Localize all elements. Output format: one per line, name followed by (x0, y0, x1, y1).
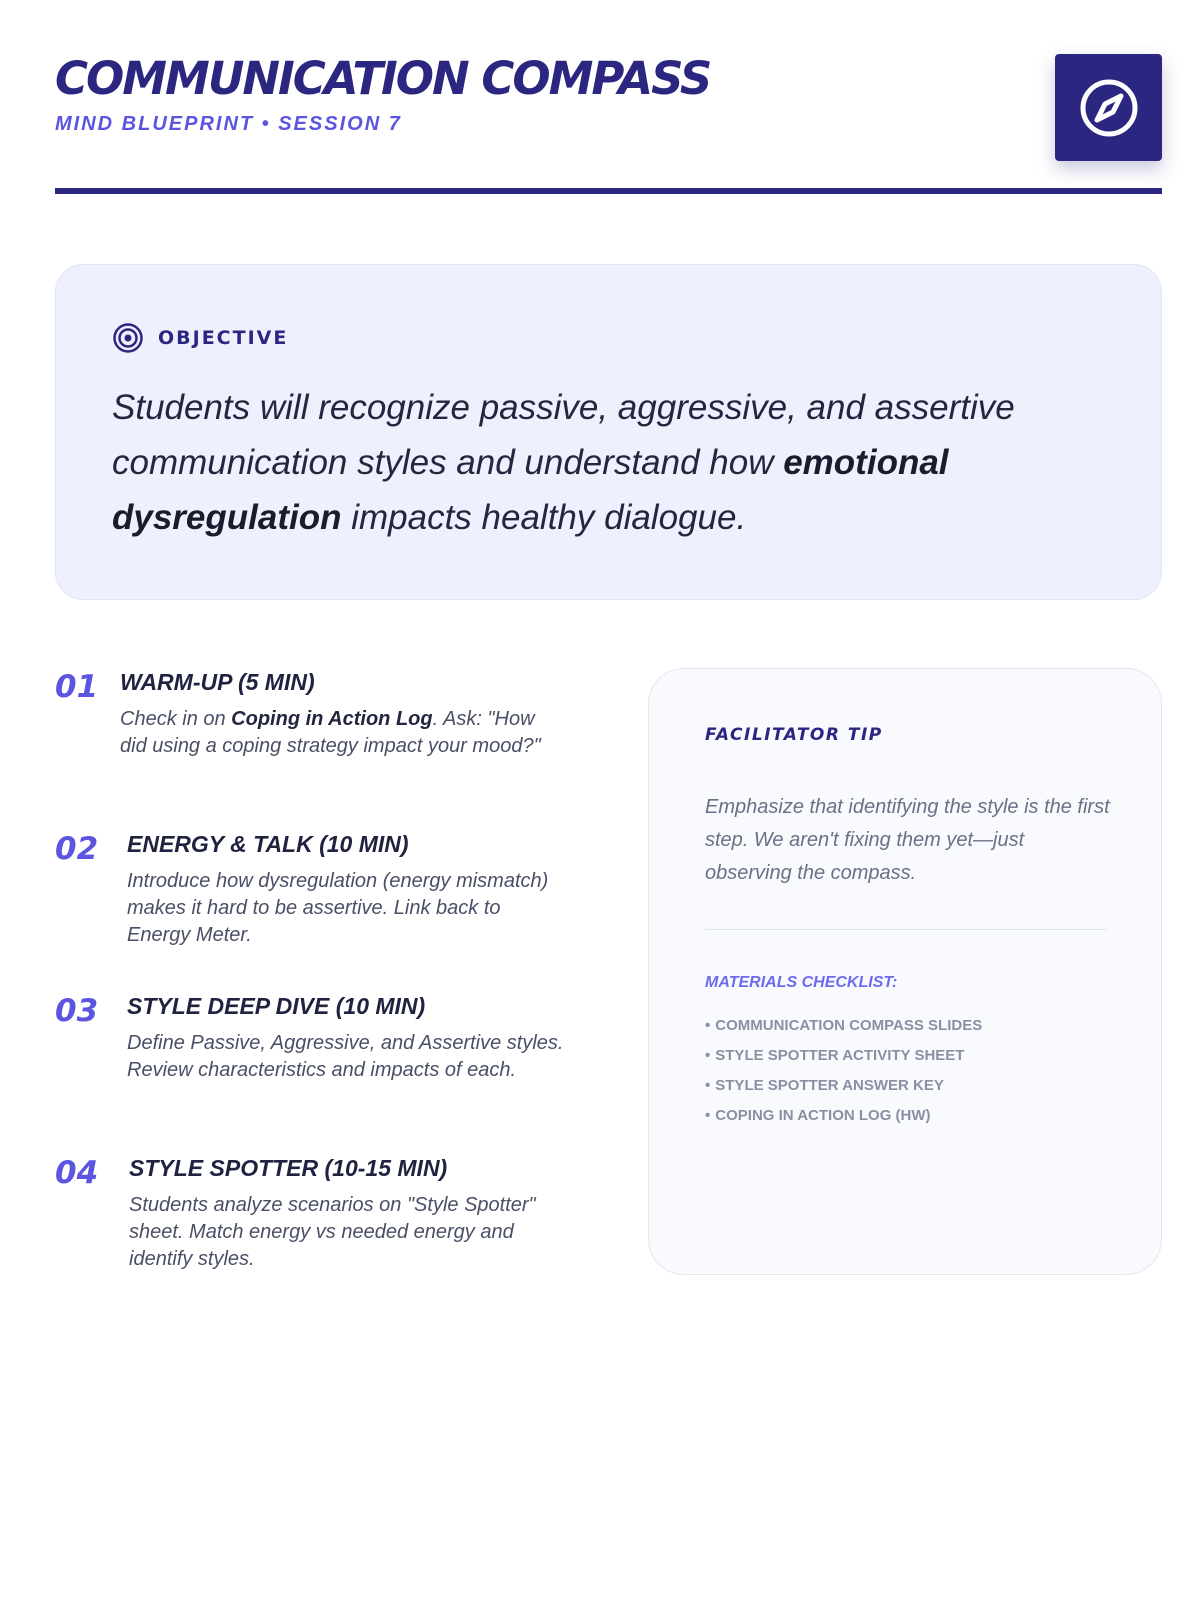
step-description: Define Passive, Aggressive, and Assertive styles. Review characteristics and impacts of each. (127, 1032, 564, 1081)
step-heading: ENERGY & TALK (10 MIN) (127, 831, 409, 857)
facilitator-tip-card (648, 668, 1162, 1275)
objective-header (112, 321, 288, 355)
materials-item (705, 1041, 982, 1071)
objective-label: OBJECTIVE (158, 327, 289, 349)
step-number: 03 (55, 993, 99, 1029)
objective-text-emphasis: emotional dysregulation (112, 443, 949, 537)
page-subtitle: MIND BLUEPRINT • SESSION 7 (55, 113, 402, 135)
materials-item (705, 1071, 982, 1101)
materials-item-label: COMMUNICATION COMPASS SLIDES (715, 1017, 983, 1034)
objective-card (55, 264, 1162, 600)
page-header (55, 52, 1162, 197)
objective-text-part2: impacts healthy dialogue. (341, 498, 747, 537)
materials-list (705, 1011, 982, 1131)
step-number: 01 (55, 669, 99, 705)
step-description-emphasis: Coping in Action Log (231, 708, 433, 730)
bullet-icon: • (705, 1077, 711, 1094)
compass-badge (1055, 54, 1162, 161)
materials-item-label: STYLE SPOTTER ACTIVITY SHEET (715, 1047, 965, 1064)
materials-item-label: STYLE SPOTTER ANSWER KEY (715, 1077, 944, 1094)
step-description (120, 706, 560, 760)
header-divider (55, 188, 1162, 194)
materials-item (705, 1101, 982, 1131)
materials-item (705, 1011, 982, 1041)
target-icon (112, 322, 144, 354)
step-number: 02 (55, 831, 99, 867)
tip-text: Emphasize that identifying the style is the first step. We aren't fixing them yet—just observing the compass. (705, 796, 1110, 884)
objective-text-part1: Students will recognize passive, aggressive, and assertive communication styles and understand how (112, 388, 1015, 482)
step-heading: WARM-UP (5 MIN) (120, 669, 315, 695)
step-description-part1: Check in on (120, 708, 232, 730)
step-heading: STYLE DEEP DIVE (10 MIN) (127, 993, 426, 1019)
bullet-icon: • (705, 1047, 711, 1064)
objective-text (112, 380, 1092, 545)
step-number: 04 (55, 1155, 99, 1191)
tip-title: FACILITATOR TIP (705, 725, 883, 745)
page-title: COMMUNICATION COMPASS (55, 52, 711, 105)
step-description: Students analyze scenarios on "Style Spotter" sheet. Match energy vs needed energy and identify styles. (129, 1194, 536, 1270)
step-description: Introduce how dysregulation (energy mismatch) makes it hard to be assertive. Link back to Energy Meter. (127, 870, 549, 946)
materials-title: MATERIALS CHECKLIST: (705, 974, 898, 991)
bullet-icon: • (705, 1017, 711, 1034)
compass-icon (1077, 76, 1141, 140)
tip-divider (705, 929, 1107, 930)
bullet-icon: • (705, 1107, 711, 1124)
step-description-part2: . Ask: "How did using a coping strategy impact your mood?" (120, 708, 541, 757)
materials-item-label: COPING IN ACTION LOG (HW) (715, 1107, 931, 1124)
step-heading: STYLE SPOTTER (10-15 MIN) (129, 1155, 448, 1181)
